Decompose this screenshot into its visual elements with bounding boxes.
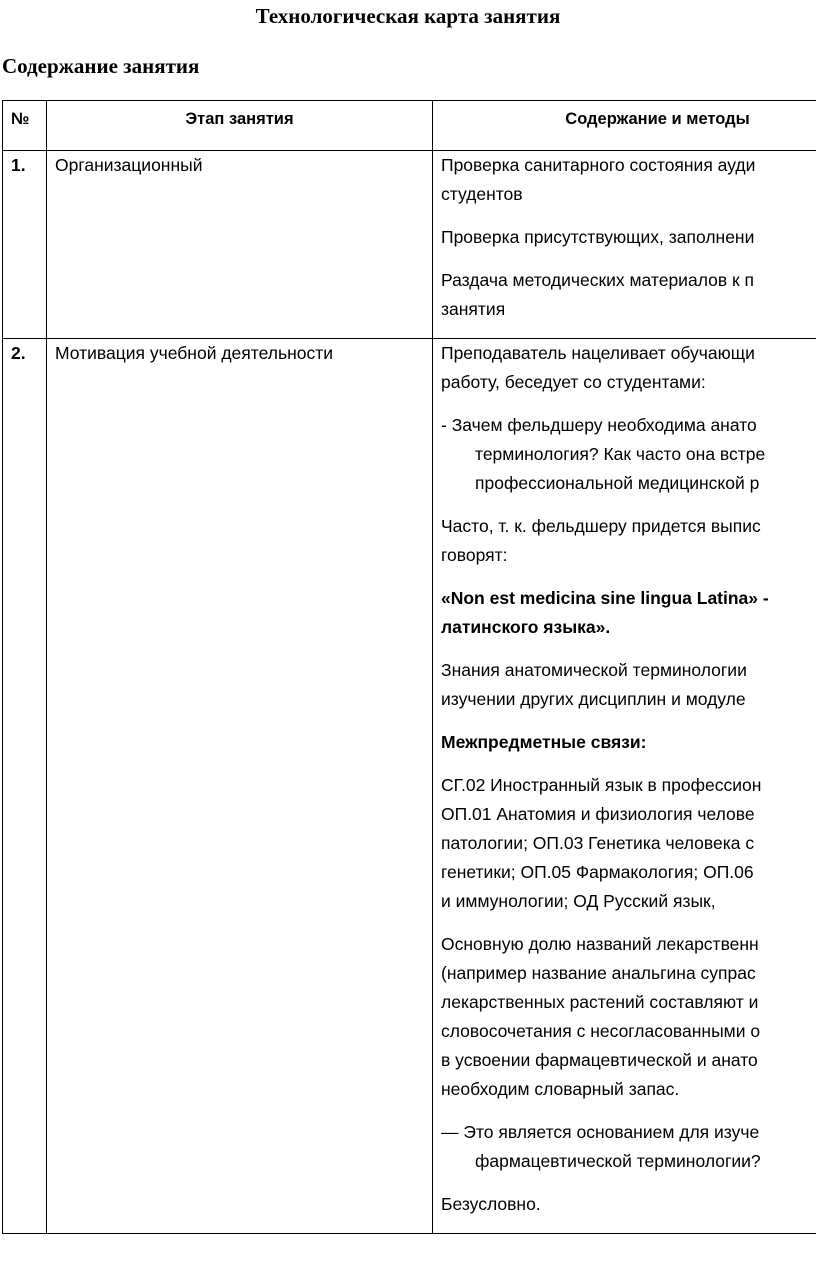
- content-line: (например название анальгина супрас: [441, 963, 756, 983]
- row-number: 2.: [3, 339, 47, 1234]
- row-content: [433, 339, 816, 1234]
- question-list-item: [441, 1118, 816, 1176]
- content-line: - Зачем фельдшеру необходима анато: [441, 415, 757, 435]
- row-number: 1.: [3, 151, 47, 339]
- content-line: работу, беседует со студентами:: [441, 372, 706, 392]
- content-line: терминология? Как часто она встре: [475, 444, 766, 464]
- table-row: [3, 339, 816, 1234]
- content-line: ОП.01 Анатомия и физиология челове: [441, 804, 755, 824]
- content-line: фармацевтической терминологии?: [475, 1151, 761, 1171]
- row-stage: Мотивация учебной деятельности: [47, 339, 433, 1234]
- content-paragraph: Безусловно.: [441, 1194, 541, 1214]
- content-paragraph: [441, 223, 816, 252]
- content-line: необходим словарный запас.: [441, 1079, 680, 1099]
- content-line: — Это является основанием для изуче: [441, 1122, 760, 1142]
- section-heading: Содержание занятия: [2, 54, 200, 78]
- content-line: Основную долю названий лекарственн: [441, 934, 759, 954]
- content-line: студентов: [441, 184, 523, 204]
- content-line: в усвоении фармацевтической и анато: [441, 1050, 758, 1070]
- content-line: и иммунологии; ОД Русский язык,: [441, 891, 716, 911]
- content-line: изучении других дисциплин и модуле: [441, 689, 746, 709]
- content-line: Часто, т. к. фельдшеру придется выпис: [441, 516, 761, 536]
- content-line: говорят:: [441, 545, 508, 565]
- header-stage: Этап занятия: [47, 101, 433, 151]
- content-line: занятия: [441, 299, 506, 319]
- content-line: патологии; ОП.03 Генетика человека с: [441, 833, 755, 853]
- content-line: Преподаватель нацеливает обучающи: [441, 343, 755, 363]
- content-line: Проверка санитарного состояния ауди: [441, 155, 756, 175]
- content-line: латинского языка».: [441, 617, 611, 637]
- content-paragraph: [441, 512, 816, 570]
- content-paragraph: [441, 656, 816, 714]
- content-line: СГ.02 Иностранный язык в профессион: [441, 775, 762, 795]
- content-line: Знания анатомической терминологии: [441, 660, 747, 680]
- content-line: «Non est medicina sine lingua Latina» -: [441, 588, 769, 608]
- content-paragraph: [441, 266, 816, 324]
- document-title: Технологическая карта занятия: [255, 4, 561, 28]
- content-paragraph: [441, 771, 816, 916]
- lesson-plan-table: [2, 100, 816, 1234]
- content-paragraph: [441, 339, 816, 397]
- content-paragraph: [441, 151, 816, 209]
- content-line: Проверка присутствующих, заполнени: [441, 227, 755, 247]
- latin-quote: [441, 584, 816, 642]
- content-line: профессиональной медицинской р: [475, 473, 760, 493]
- content-line: Раздача методических материалов к п: [441, 270, 754, 290]
- header-content: Содержание и методы: [433, 101, 816, 151]
- question-list-item: [441, 411, 816, 498]
- content-line: генетики; ОП.05 Фармакология; ОП.06: [441, 862, 754, 882]
- content-line: лекарственных растений составляют и: [441, 992, 759, 1012]
- table-row: [3, 151, 816, 339]
- row-content: [433, 151, 816, 339]
- content-paragraph: [441, 930, 816, 1104]
- row-stage: Организационный: [47, 151, 433, 339]
- content-line: словосочетания с несогласованными о: [441, 1021, 761, 1041]
- header-number: №: [3, 101, 47, 151]
- links-heading: Межпредметные связи:: [441, 732, 647, 752]
- table-header-row: [3, 101, 816, 151]
